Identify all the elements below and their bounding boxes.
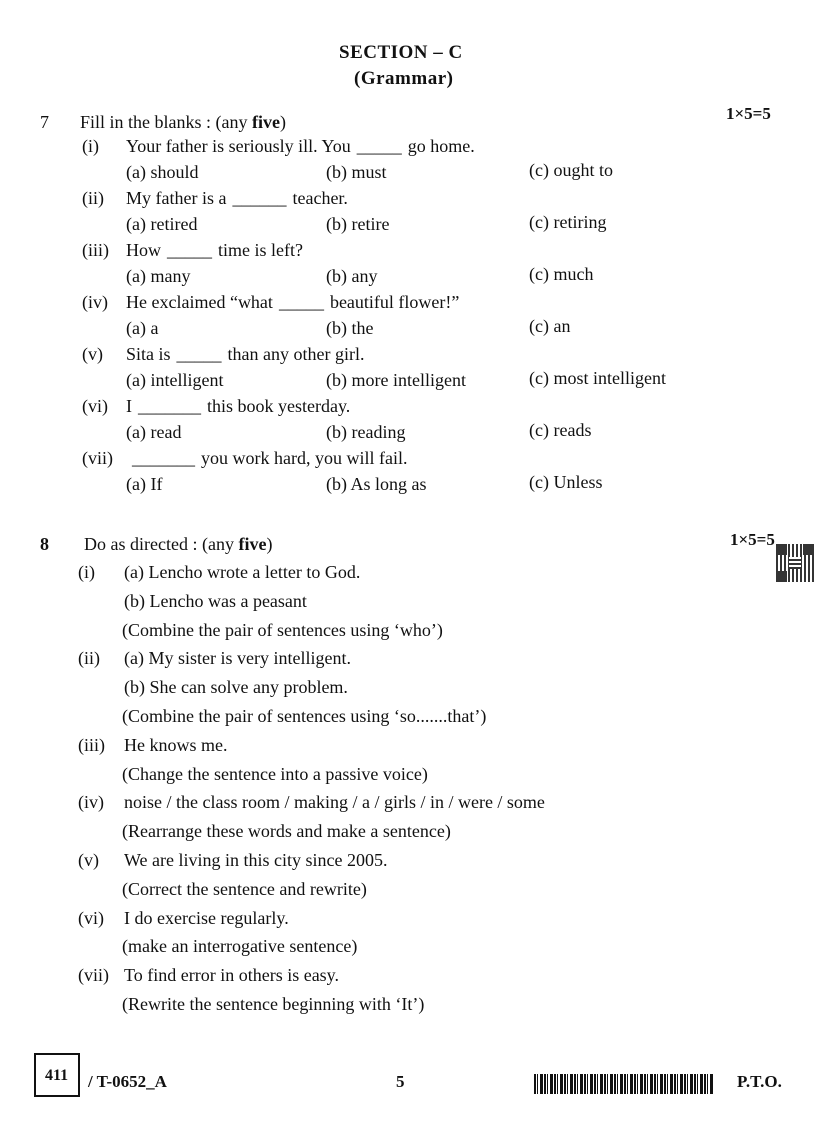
q8-number: 8	[40, 534, 49, 554]
q7-item-text: time is left?	[218, 240, 303, 260]
q7-item-number: (i)	[82, 136, 99, 156]
q7-item-sentence	[126, 188, 354, 209]
q8-instruction-bold: five	[238, 534, 267, 554]
q7-option-a: (a) intelligent	[126, 370, 224, 390]
q7-item-number: (vi)	[82, 396, 108, 416]
q7-item-number: (v)	[82, 344, 103, 364]
q7-item-blank: _______	[138, 396, 201, 416]
q7-item-text: Your father is seriously ill. You	[126, 136, 351, 156]
q8-line-text: (Change the sentence into a passive voice)	[122, 764, 428, 784]
q7-option-c: (c) much	[529, 264, 594, 284]
q7-option-c: (c) most intelligent	[529, 368, 666, 388]
q7-option-c: (c) an	[529, 316, 571, 336]
q7-option-c: (c) reads	[529, 420, 592, 440]
q8-line-text: (make an interrogative sentence)	[122, 936, 358, 956]
q7-option-c: (c) ought to	[529, 160, 613, 180]
q7-option-b: (b) reading	[326, 422, 406, 442]
section-subtitle: (Grammar)	[354, 68, 454, 89]
q8-line-text: He knows me.	[124, 735, 228, 755]
q8-line-text: (Rearrange these words and make a sentence)	[122, 821, 451, 841]
q7-option-b: (b) retire	[326, 214, 390, 234]
q7-instruction-bold: five	[251, 112, 280, 132]
qr-code-icon	[776, 544, 814, 582]
q7-item-sentence	[126, 292, 465, 313]
barcode-icon	[534, 1074, 714, 1094]
footer-page-number: 5	[396, 1072, 405, 1091]
q8-line-text: noise / the class room / making / a / girls / in / were / some	[124, 792, 545, 812]
q7-item-number: (iii)	[82, 240, 109, 260]
q8-instruction-text: Do as directed : (any	[84, 534, 239, 554]
q7-item-number: (iv)	[82, 292, 108, 312]
q7-option-a: (a) retired	[126, 214, 198, 234]
q8-line-text: We are living in this city since 2005.	[124, 850, 388, 870]
q8-item-number: (i)	[78, 562, 95, 582]
q8-item-number: (vi)	[78, 908, 104, 928]
q7-option-c: (c) retiring	[529, 212, 607, 232]
q7-item-text: you work hard, you will fail.	[201, 448, 408, 468]
q7-item-text: beautiful flower!”	[329, 292, 460, 312]
footer-pto: P.T.O.	[737, 1072, 782, 1091]
q7-option-a: (a) many	[126, 266, 191, 286]
q7-item-sentence	[126, 344, 370, 365]
q8-line-text: (Combine the pair of sentences using ‘so.......that’)	[122, 706, 487, 726]
q7-item-text: How	[126, 240, 161, 260]
q7-item-sentence	[126, 396, 356, 417]
q8-line-text: I do exercise regularly.	[124, 908, 289, 928]
q7-option-c: (c) Unless	[529, 472, 603, 492]
q7-item-blank: _____	[278, 292, 324, 312]
q7-item-text: Sita is	[126, 344, 171, 364]
footer-paper-code: / T-0652_A	[88, 1072, 167, 1091]
q7-item-text: I	[126, 396, 132, 416]
q7-number: 7	[40, 112, 49, 132]
q8-item-number: (ii)	[78, 648, 100, 668]
q7-item-blank: _______	[132, 448, 195, 468]
q8-item-number: (v)	[78, 850, 99, 870]
q7-option-a: (a) read	[126, 422, 182, 442]
q8-instruction-end: )	[266, 534, 273, 554]
q7-option-b: (b) the	[326, 318, 374, 338]
q7-option-b: (b) any	[326, 266, 378, 286]
q8-item-number: (iii)	[78, 735, 105, 755]
q7-item-text: My father is a	[126, 188, 227, 208]
q7-instruction-text: Fill in the blanks : (any	[80, 112, 252, 132]
q7-item-blank: _____	[356, 136, 402, 156]
q8-line-text: (b) Lencho was a peasant	[124, 591, 307, 611]
q7-item-text: go home.	[407, 136, 475, 156]
q7-option-b: (b) must	[326, 162, 387, 182]
q7-item-blank: _____	[176, 344, 222, 364]
q8-marks: 1×5=5	[730, 530, 775, 549]
footer-code-box	[34, 1053, 80, 1097]
q7-item-text: He exclaimed “what	[126, 292, 273, 312]
q8-line-text: (Rewrite the sentence beginning with ‘It’)	[122, 994, 425, 1014]
q7-item-sentence	[126, 136, 481, 157]
q7-option-a: (a) If	[126, 474, 163, 494]
q8-line-text: (b) She can solve any problem.	[124, 677, 348, 697]
q7-item-number: (ii)	[82, 188, 104, 208]
footer-box-code: 411	[45, 1067, 69, 1084]
q8-item-number: (vii)	[78, 965, 109, 985]
q7-item-number: (vii)	[82, 448, 113, 468]
q8-line-text: (a) My sister is very intelligent.	[124, 648, 351, 668]
q7-item-text: than any other girl.	[227, 344, 365, 364]
q7-item-text: teacher.	[292, 188, 348, 208]
q8-line-text: (Combine the pair of sentences using ‘who’)	[122, 620, 443, 640]
q8-line-text: (Correct the sentence and rewrite)	[122, 879, 367, 899]
q8-instruction	[84, 534, 272, 555]
q8-item-number: (iv)	[78, 792, 104, 812]
q7-option-a: (a) a	[126, 318, 159, 338]
q8-line-text: To find error in others is easy.	[124, 965, 340, 985]
q7-option-b: (b) As long as	[326, 474, 427, 494]
q7-item-sentence	[126, 240, 309, 261]
q7-item-text: this book yesterday.	[207, 396, 351, 416]
q7-item-blank: ______	[232, 188, 287, 208]
q8-line-text: (a) Lencho wrote a letter to God.	[124, 562, 361, 582]
q7-instruction-end: )	[279, 112, 286, 132]
section-title: SECTION – C	[339, 42, 463, 63]
q7-marks: 1×5=5	[726, 104, 771, 123]
q7-option-a: (a) should	[126, 162, 199, 182]
q7-instruction	[80, 112, 286, 133]
q7-item-blank: _____	[167, 240, 212, 260]
q7-item-sentence	[126, 448, 413, 469]
q7-option-b: (b) more intelligent	[326, 370, 466, 390]
